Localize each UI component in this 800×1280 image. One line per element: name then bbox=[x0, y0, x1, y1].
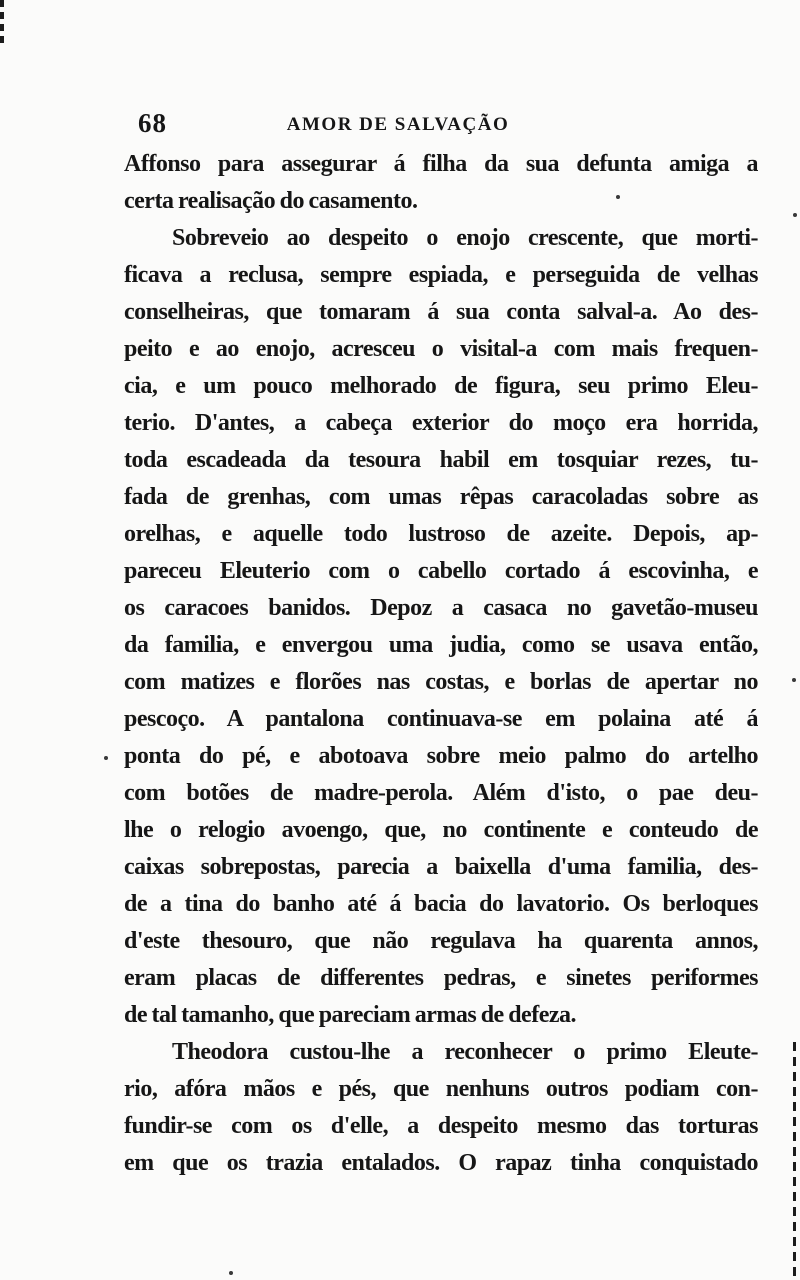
text-line: fundir-se com os d'elle, a despeito mesmo das torturas bbox=[124, 1113, 758, 1139]
text-line: de a tina do banho até á bacia do lavatorio. Os berloques bbox=[124, 891, 758, 917]
running-title: AMOR DE SALVAÇÃO bbox=[286, 114, 510, 135]
page-number: 68 bbox=[138, 108, 167, 138]
text-line: em que os trazia entalados. O rapaz tinha conquistado bbox=[124, 1150, 758, 1176]
text-line: fada de grenhas, com umas rêpas caracoladas sobre as bbox=[124, 484, 758, 510]
text-line: ficava a reclusa, sempre espiada, e perseguida de velhas bbox=[124, 262, 758, 288]
text-line: conselheiras, que tomaram á sua conta salval-a. Ao des- bbox=[124, 299, 758, 325]
text-line: ponta do pé, e abotoava sobre meio palmo do artelho bbox=[124, 743, 758, 769]
text-line: orelhas, e aquelle todo lustroso de azeite. Depois, ap- bbox=[124, 521, 758, 547]
ink-speck bbox=[793, 213, 797, 217]
ink-speck bbox=[104, 756, 108, 760]
text-line: caixas sobrepostas, parecia a baixella d'uma familia, des- bbox=[124, 854, 758, 880]
text-line: de tal tamanho, que pareciam armas de defeza. bbox=[124, 1002, 576, 1028]
ink-speck bbox=[616, 195, 620, 199]
text-line: pareceu Eleuterio com o cabello cortado á escovinha, e bbox=[124, 558, 758, 584]
text-line: lhe o relogio avoengo, que, no continente e conteudo de bbox=[124, 817, 758, 843]
text-line: pescoço. A pantalona continuava-se em polaina até á bbox=[124, 706, 758, 732]
page-header bbox=[126, 104, 766, 138]
text-line: d'este thesouro, que não regulava ha quarenta annos, bbox=[124, 928, 758, 954]
ink-speck bbox=[792, 678, 796, 682]
text-line: Affonso para assegurar á filha da sua defunta amiga a bbox=[124, 151, 758, 177]
text-line: terio. D'antes, a cabeça exterior do moço era horrida, bbox=[124, 410, 758, 436]
text-line: toda escadeada da tesoura habil em tosquiar rezes, tu- bbox=[124, 447, 758, 473]
ink-speck bbox=[229, 1271, 233, 1275]
text-line: peito e ao enojo, acresceu o visital-a com mais frequen- bbox=[124, 336, 758, 362]
text-line: Sobreveio ao despeito o enojo crescente, que morti- bbox=[172, 225, 758, 251]
text-line: certa realisação do casamento. bbox=[124, 188, 418, 214]
text-line: com matizes e florões nas costas, e borlas de apertar no bbox=[124, 669, 758, 695]
text-line: com botões de madre-perola. Além d'isto, o pae deu- bbox=[124, 780, 758, 806]
scan-edge-dashed-line-right bbox=[793, 1042, 796, 1280]
scan-edge-mark-top-left bbox=[0, 0, 4, 44]
text-line: rio, afóra mãos e pés, que nenhuns outros podiam con- bbox=[124, 1076, 758, 1102]
text-line: da familia, e envergou uma judia, como se usava então, bbox=[124, 632, 758, 658]
text-line: Theodora custou-lhe a reconhecer o primo Eleute- bbox=[172, 1039, 758, 1065]
text-line: eram placas de differentes pedras, e sinetes periformes bbox=[124, 965, 758, 991]
text-line: os caracoes banidos. Depoz a casaca no gavetão-museu bbox=[124, 595, 758, 621]
text-line: cia, e um pouco melhorado de figura, seu primo Eleu- bbox=[124, 373, 758, 399]
body-text bbox=[124, 146, 758, 1182]
